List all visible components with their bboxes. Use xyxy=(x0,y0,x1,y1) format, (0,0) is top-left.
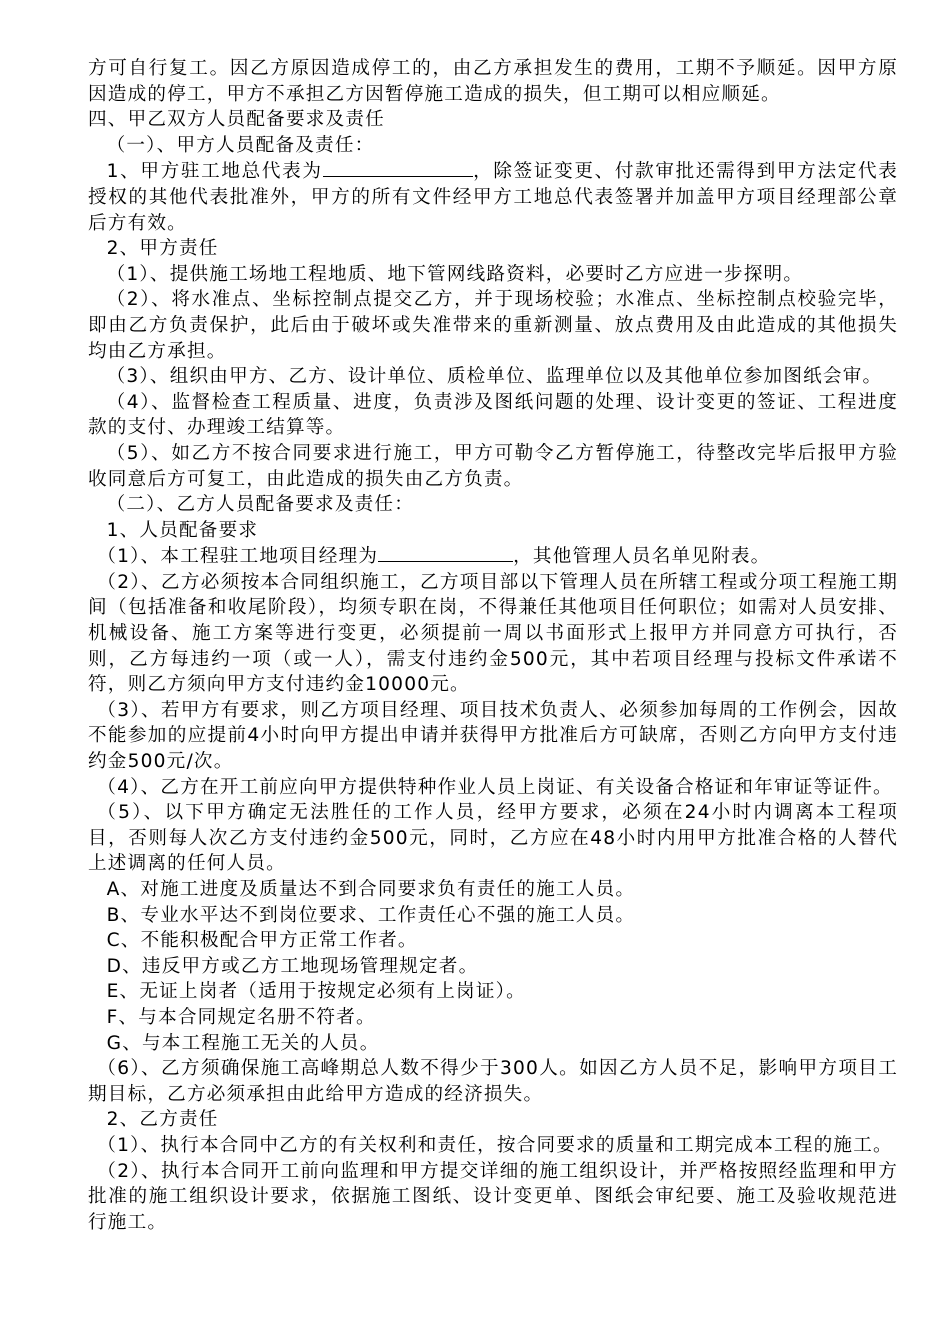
text-after-blank: ，除签证变更、付款审批还需得到甲方法定代表授权的其他代表批准外，甲方的所有文件经甲方工地总代表签署并加盖甲方项目经理部公章后方有效。 xyxy=(88,161,899,234)
signature-blank xyxy=(323,158,473,177)
clause-a-3: （3）、组织由甲方、乙方、设计单位、质检单位、监理单位以及其他单位参加图纸会审。 xyxy=(106,366,883,388)
clause-b-3: （3）、若甲方有要求，则乙方项目经理、项目技术负责人、必须参加每周的工作例会，因故不能参加的应提前4小时向甲方提出申请并获得甲方批准后方可缺席，否则乙方向甲方支付违约金500元/次。 xyxy=(88,699,898,773)
clause-b-4: （4）、乙方在开工前应向甲方提供特种作业人员上岗证、有关设备合格证和年审证等证件。 xyxy=(97,776,893,798)
list-item-a: A、对施工进度及质量达不到合同要求负有责任的施工人员。 xyxy=(106,879,636,900)
clause-b-6: （6）、乙方须确保施工高峰期总人数不得少于300人。如因乙方人员不足，影响甲方项目工期目标，乙方必须承担由此给甲方造成的经济损失。 xyxy=(88,1058,898,1105)
text-before-blank: （1）、本工程驻工地项目经理为 xyxy=(97,546,379,568)
clause-b-duty-1: （1）、执行本合同中乙方的有关权利和责任，按合同要求的质量和工期完成本工程的施工。 xyxy=(97,1134,893,1156)
clause-b-1 xyxy=(88,543,898,570)
subsection-heading-party-b: （二）、乙方人员配备要求及责任： xyxy=(106,494,414,516)
clause-a-5: （5）、如乙方不按合同要求进行施工，甲方可勒令乙方暂停施工，待整改完毕后报甲方验收同意后方可复工，由此造成的损失由乙方负责。 xyxy=(88,442,898,490)
text-before-blank: 1、甲方驻工地总代表为 xyxy=(106,161,323,183)
heading-party-b-duties: 2、乙方责任 xyxy=(106,1109,219,1131)
list-item-g: G、与本工程施工无关的人员。 xyxy=(106,1032,380,1054)
clause-b-5: （5）、以下甲方确定无法胜任的工作人员，经甲方要求，必须在24小时内调离本工程项目，否则每人次乙方支付违约金500元，同时，乙方应在48小时内用甲方批准合格的人替代上述调离的任何人员。 xyxy=(88,802,898,875)
paragraph-stop-work-continued: 方可自行复工。因乙方原因造成停工的，由乙方承担发生的费用，工期不予顺延。因甲方原因造成的停工，甲方不承担乙方因暂停施工造成的损失，但工期可以相应顺延。 xyxy=(88,58,898,105)
subsection-heading-party-a: （一）、甲方人员配备及责任： xyxy=(106,134,375,156)
clause-a-1: （1）、提供施工场地工程地质、地下管网线路资料，必要时乙方应进一步探明。 xyxy=(106,263,804,285)
paragraph-party-a-representative xyxy=(88,158,898,236)
list-item-c: C、不能积极配合甲方正常工作者。 xyxy=(106,930,418,952)
clause-a-2: （2）、将水准点、坐标控制点提交乙方，并于现场校验；水准点、坐标控制点校验完毕，即由乙方负责保护，此后由于破坏或失准带来的重新测量、放点费用及由此造成的其他损失均由乙方承担。 xyxy=(88,289,898,362)
list-item-f: F、与本合同规定名册不符者。 xyxy=(106,1006,376,1028)
list-item-e: E、无证上岗者（适用于按规定必须有上岗证）。 xyxy=(106,981,526,1003)
clause-a-4: （4）、监督检查工程质量、进度，负责涉及图纸问题的处理、设计变更的签证、工程进度款的支付、办理竣工结算等。 xyxy=(88,391,898,439)
project-manager-blank xyxy=(378,543,513,562)
clause-b-2: （2）、乙方必须按本合同组织施工，乙方项目部以下管理人员在所辖工程或分项工程施工期间（包括准备和收尾阶段），均须专职在岗，不得兼任其他项目任何职位；如需对人员安排、机械设备、施工方案等进行变更，必须提前一周以书面形式上报甲方并同意方可执行，否则，乙方每违约一项（或一人），需支付违约金500元，其中若项目经理与投标文件承诺不符，则乙方须向甲方支付违约金10000元。 xyxy=(88,571,898,696)
heading-party-a-duties: 2、甲方责任 xyxy=(106,238,219,260)
section-heading-4: 四、甲乙双方人员配备要求及责任 xyxy=(88,109,385,131)
list-item-d: D、违反甲方或乙方工地现场管理规定者。 xyxy=(106,955,479,977)
list-item-b: B、专业水平达不到岗位要求、工作责任心不强的施工人员。 xyxy=(106,904,636,926)
clause-b-duty-2: （2）、执行本合同开工前向监理和甲方提交详细的施工组织设计，并严格按照经监理和甲方批准的施工组织设计要求，依据施工图纸、设计变更单、图纸会审纪要、施工及验收规范进行施工。 xyxy=(88,1160,898,1233)
text-after-blank: ，其他管理人员名单见附表。 xyxy=(513,546,771,568)
heading-staffing-requirements: 1、人员配备要求 xyxy=(106,519,259,541)
